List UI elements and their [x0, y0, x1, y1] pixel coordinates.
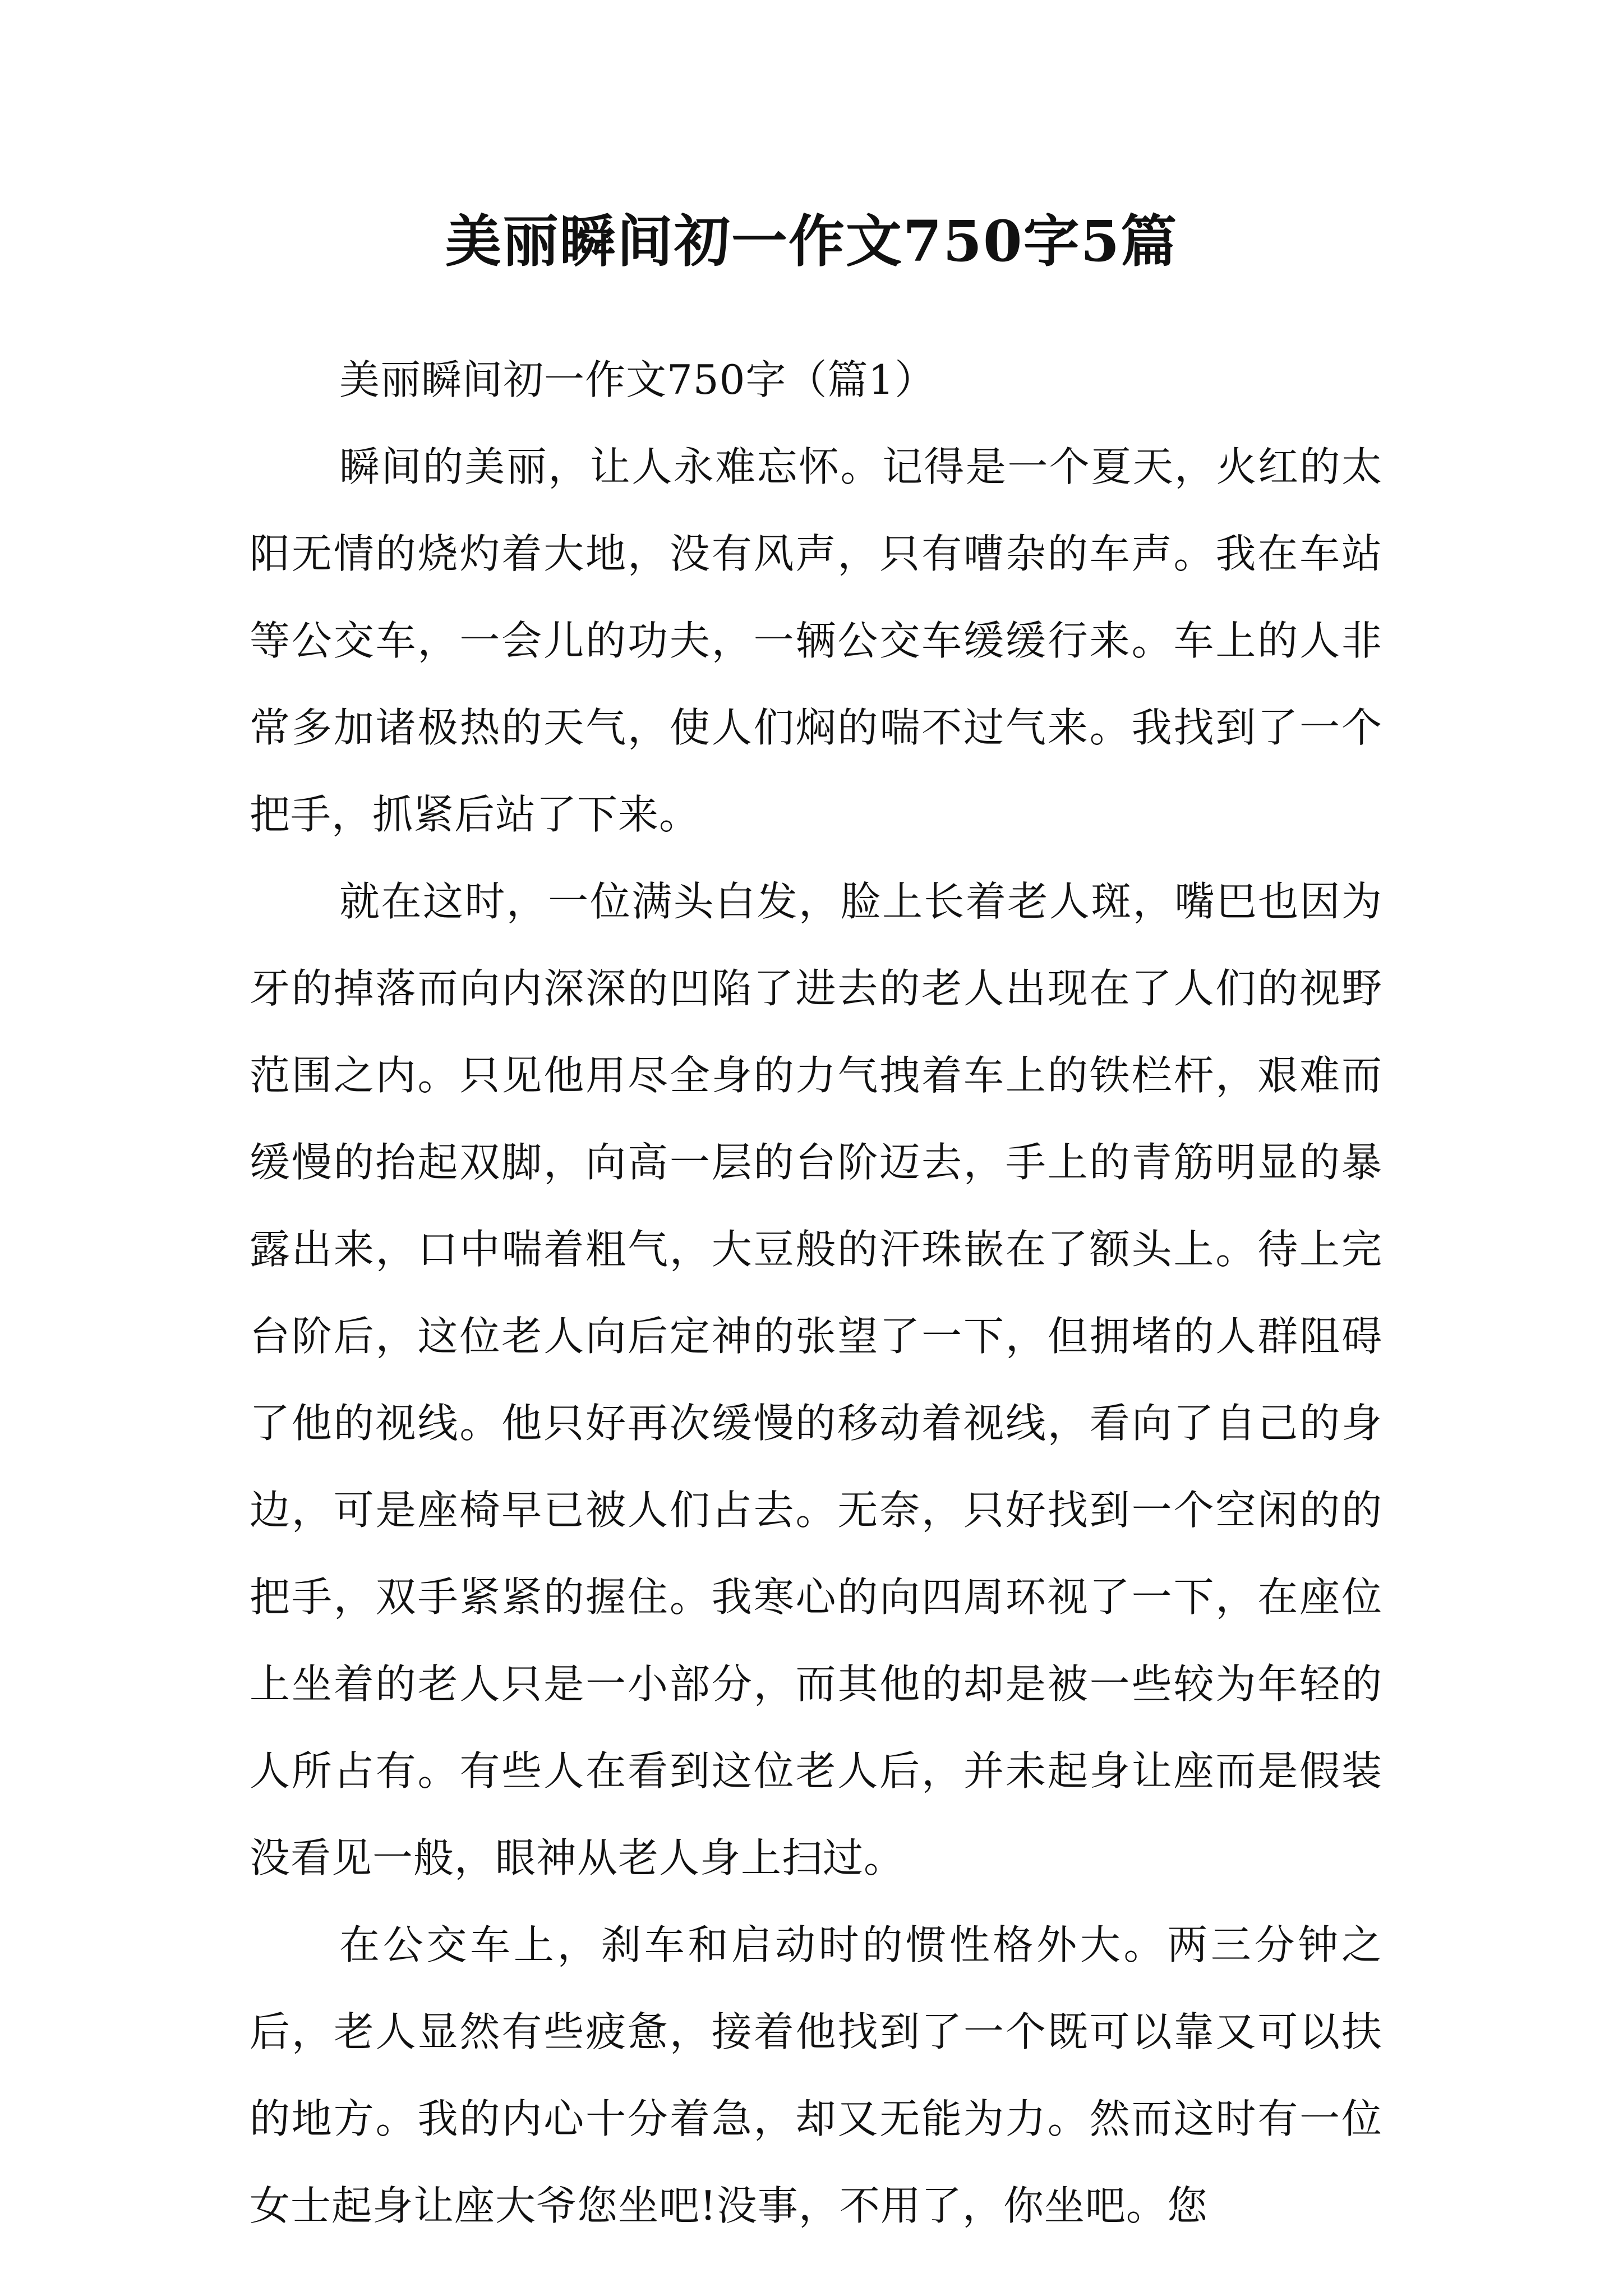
document-body: [250, 337, 1382, 2249]
paragraph-2: 就在这时，一位满头白发，脸上长着老人斑，嘴巴也因为牙的掉落而向内深深的凹陷了进去的老人出现在了人们的视野范围之内。只见他用尽全身的力气拽着车上的铁栏杆，艰难而缓慢的抬起双脚，向高一层的台阶迈去，手上的青筋明显的暴露出来，口中喘着粗气，大豆般的汗珠嵌在了额头上。待上完台阶后，这位老人向后定神的张望了一下，但拥堵的人群阻碍了他的视线。他只好再次缓慢的移动着视线，看向了自己的身边，可是座椅早已被人们占去。无奈，只好找到一个空闲的的把手，双手紧紧的握住。我寒心的向四周环视了一下，在座位上坐着的老人只是一小部分，而其他的却是被一些较为年轻的人所占有。有些人在看到这位老人后，并未起身让座而是假装没看见一般，眼神从老人身上扫过。: [250, 878, 1382, 1881]
section-heading: 美丽瞬间初一作文750字（篇1）: [339, 356, 936, 403]
document-title: 美丽瞬间初一作文750字5篇: [445, 208, 1178, 274]
paragraph-3: 在公交车上，刹车和启动时的惯性格外大。两三分钟之后，老人显然有些疲惫，接着他找到了一个既可以靠又可以扶的地方。我的内心十分着急，却又无能为力。然而这时有一位女士起身让座大爷您坐吧!没事，不用了，你坐吧。您: [250, 1921, 1382, 2229]
paragraph-1: 瞬间的美丽，让人永难忘怀。记得是一个夏天，火红的太阳无情的烧灼着大地，没有风声，只有嘈杂的车声。我在车站等公交车，一会儿的功夫，一辆公交车缓缓行来。车上的人非常多加诸极热的天气，使人们焖的喘不过气来。我找到了一个把手，抓紧后站了下来。: [250, 443, 1382, 838]
